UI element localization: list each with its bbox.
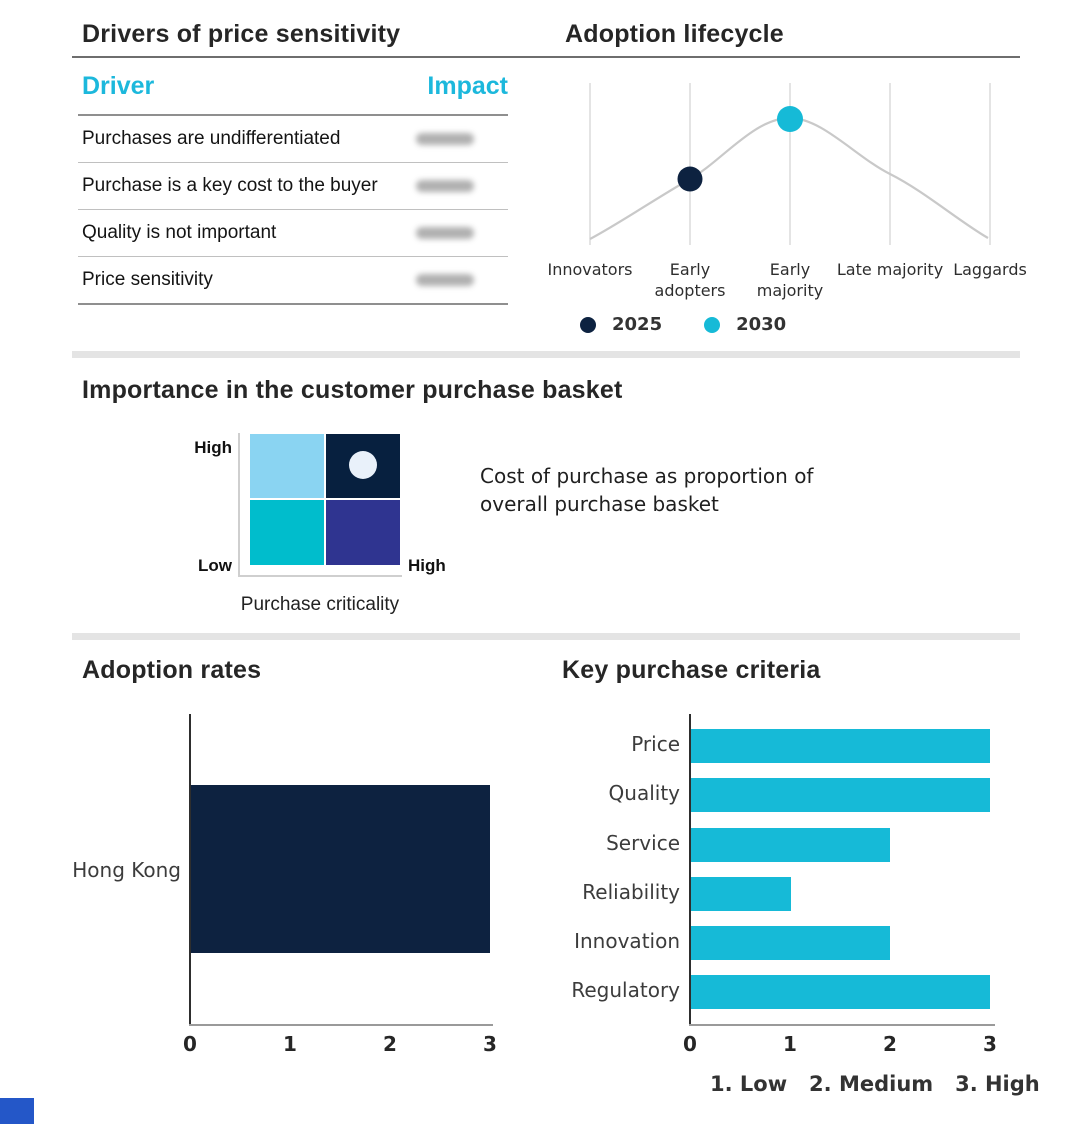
legend-label: 2030 [736,314,787,335]
adoption-rates-x-axis [189,1024,493,1026]
legend-dot-navy-icon [580,317,596,333]
axis-label: Early majority [756,260,824,300]
drivers-table [78,72,508,305]
section-divider [72,351,1020,358]
x-tick: 1 [283,1032,297,1056]
table-row [78,163,508,210]
axis-label: Laggards [953,260,1027,279]
axis-label: Late majority [836,260,944,279]
matrix-y-high-label: High [194,438,232,457]
impact-cell [408,274,508,286]
impact-value-redacted [416,180,474,192]
bar-quality [691,778,990,812]
lifecycle-chart [540,75,1065,255]
col-header-impact: Impact [427,72,508,100]
criteria-plot [691,714,990,1024]
matrix-y-axis [238,433,240,577]
adoption-rates-title: Adoption rates [82,656,262,684]
drivers-table-title: Drivers of price sensitivity [82,20,401,48]
table-row [78,210,508,257]
col-header-driver: Driver [82,72,155,100]
x-tick: 0 [183,1032,197,1056]
purchase-basket-matrix [250,434,400,565]
basket-description: Cost of purchase as proportion of overall purchase basket [480,464,814,516]
impact-value-redacted [416,274,474,286]
header-rule [72,56,1020,58]
driver-cell: Purchases are undifferentiated [82,128,341,149]
bar-price [691,729,990,763]
legend-dot-cyan-icon [704,317,720,333]
impact-value-redacted [416,227,474,239]
criteria-x-axis [689,1024,995,1026]
axis-label: Innovators [547,260,633,279]
adoption-rates-plot [191,714,490,1024]
matrix-x-high-label: High [408,556,446,575]
bar-regulatory [691,975,990,1009]
driver-cell: Quality is not important [82,222,277,243]
x-tick: 3 [983,1032,997,1056]
bar-label: Reliability [582,880,680,904]
bar-label-hong-kong: Hong Kong [72,858,181,882]
bar-label: Service [606,831,680,855]
impact-cell [408,133,508,145]
x-tick: 2 [883,1032,897,1056]
adoption-bell-curve [590,118,988,239]
legend-item-2030 [704,314,786,335]
quadrant-low-importance-low-criticality [250,500,324,565]
driver-cell: Purchase is a key cost to the buyer [82,175,378,196]
section-divider [72,633,1020,640]
corner-brand-mark [0,1098,34,1124]
axis-label: Early adopters [654,260,726,300]
bar-hong-kong [191,785,490,953]
marker-2025 [678,167,703,192]
bar-service [691,828,890,862]
criteria-scale-footnote: 1. Low 2. Medium 3. High [710,1072,1040,1096]
matrix-x-axis [238,575,402,577]
bar-label: Regulatory [571,978,680,1002]
driver-cell: Price sensitivity [82,269,213,290]
impact-cell [408,227,508,239]
table-row [78,116,508,163]
lifecycle-category-labels [540,259,1065,311]
x-tick: 1 [783,1032,797,1056]
lifecycle-title: Adoption lifecycle [565,20,784,48]
legend-label: 2025 [612,314,663,335]
marker-2030 [777,106,803,132]
legend-item-2025 [580,314,662,335]
bar-reliability [691,877,791,911]
bar-label: Quality [608,781,680,805]
x-tick: 2 [383,1032,397,1056]
bar-label: Innovation [574,929,680,953]
impact-value-redacted [416,133,474,145]
drivers-table-header [78,72,508,116]
bar-label: Price [631,732,680,756]
x-tick: 0 [683,1032,697,1056]
matrix-y-low-label: Low [198,556,232,575]
impact-cell [408,180,508,192]
quadrant-low-importance-high-criticality [326,500,400,565]
key-purchase-criteria-title: Key purchase criteria [562,656,821,684]
table-row [78,257,508,305]
quadrant-high-importance-low-criticality [250,434,324,498]
matrix-position-marker [349,451,377,479]
bar-innovation [691,926,890,960]
x-tick: 3 [483,1032,497,1056]
basket-title: Importance in the customer purchase basket [82,376,623,404]
lifecycle-legend [580,314,786,335]
matrix-x-axis-title: Purchase criticality [240,594,400,615]
